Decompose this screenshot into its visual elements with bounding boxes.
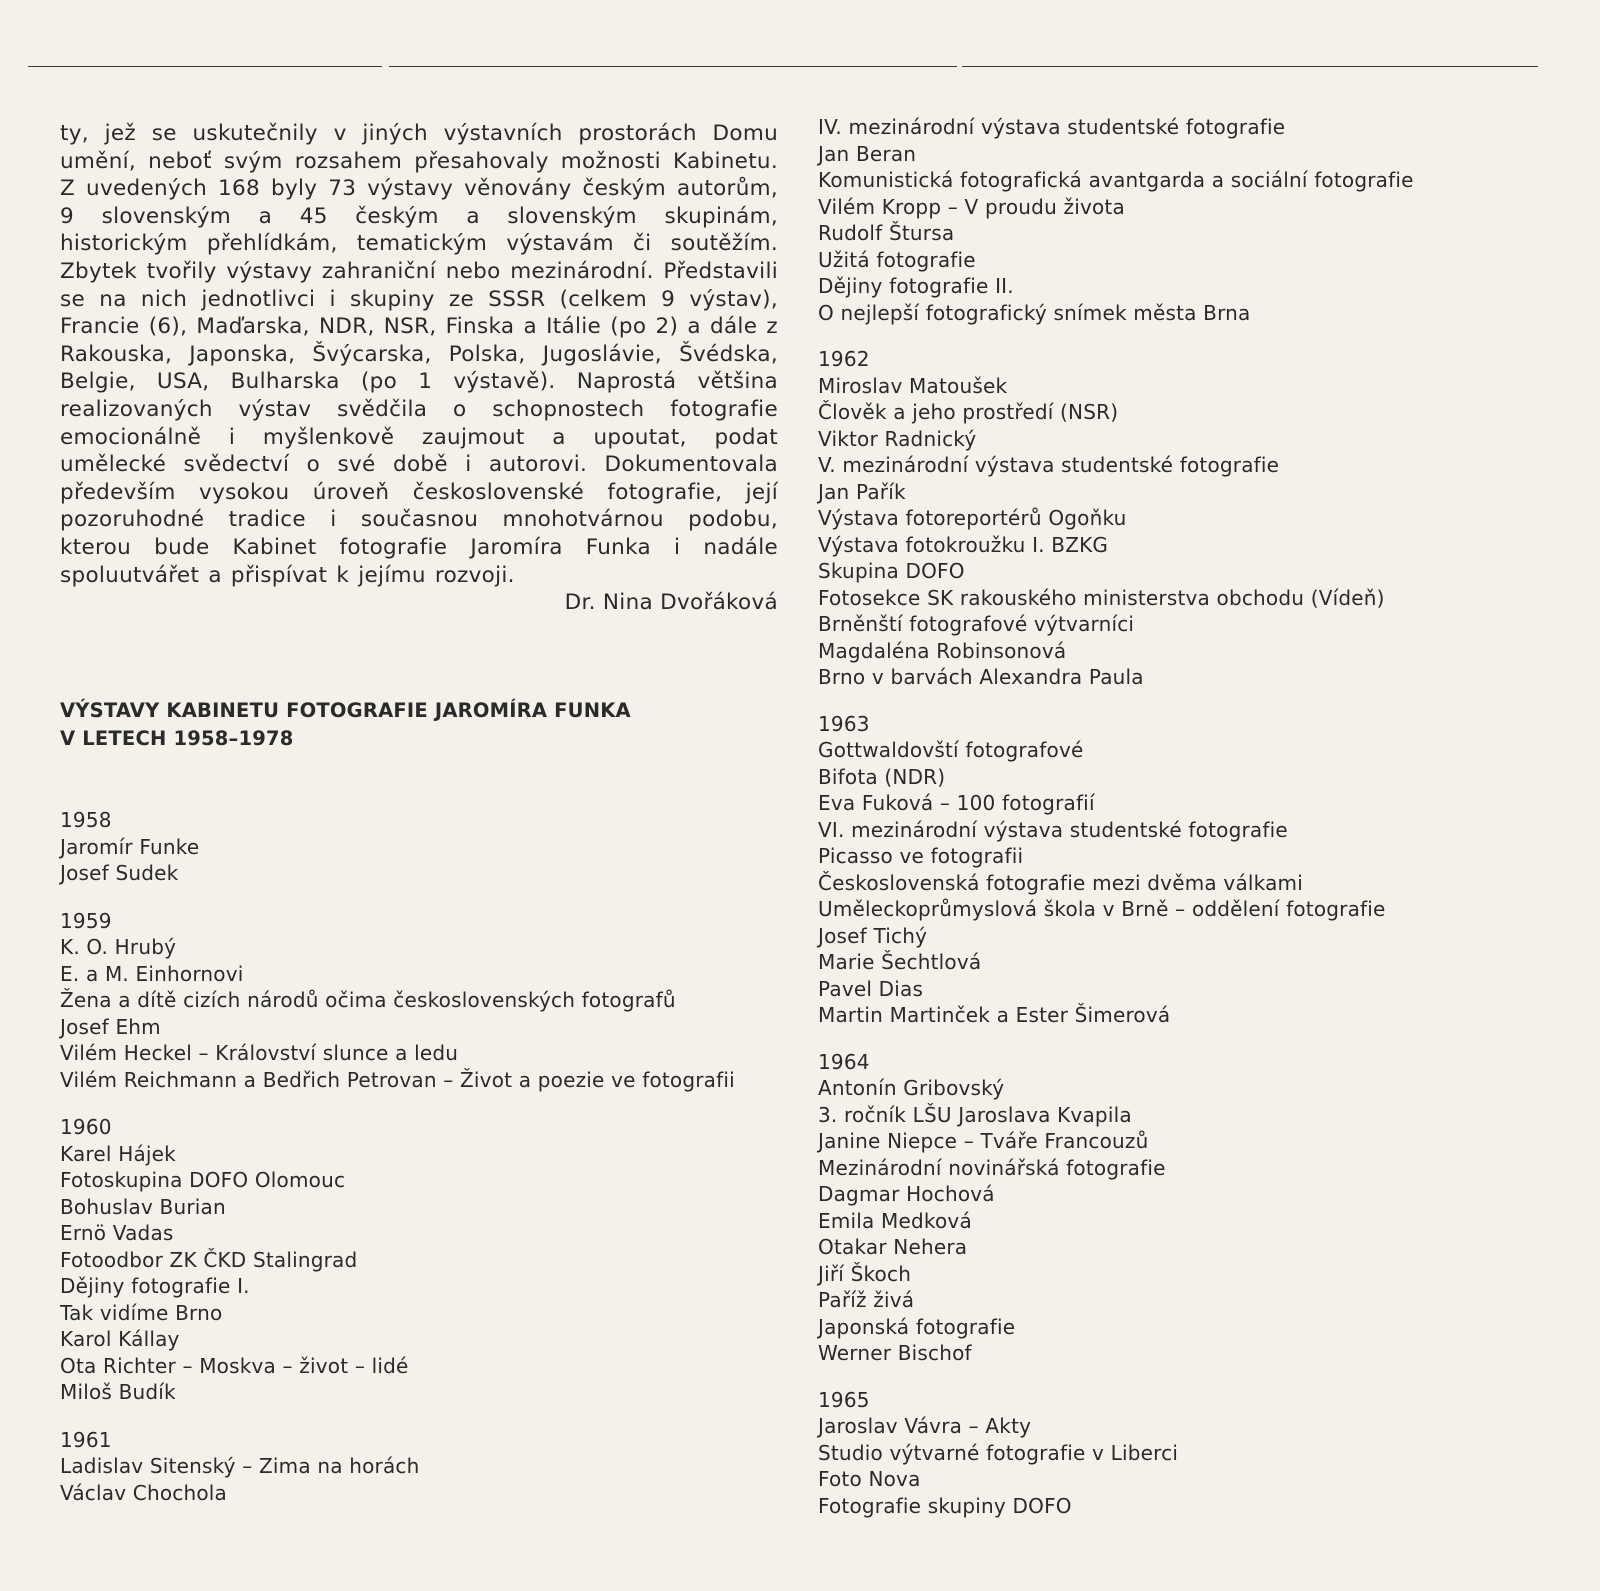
author-signature: Dr. Nina Dvořáková — [564, 590, 778, 616]
exhibition-entry: Magdaléna Robinsonová — [818, 638, 1067, 663]
exhibition-entry: Člověk a jeho prostředí (NSR) — [818, 400, 1119, 424]
left-column — [60, 120, 778, 1527]
exhibition-entry: E. a M. Einhornovi — [60, 961, 244, 986]
exhibition-list-right — [818, 346, 1558, 1519]
year-label: 1962 — [818, 347, 870, 371]
exhibition-entry: Pavel Dias — [818, 976, 924, 1001]
exhibition-entry: Paříž živá — [818, 1288, 915, 1312]
exhibition-entry: Jaromír Funke — [60, 834, 200, 859]
exhibition-entry: Marie Šechtlová — [818, 950, 982, 974]
exhibition-entry: Otakar Nehera — [818, 1235, 968, 1259]
year-block-1959 — [60, 908, 778, 1094]
year-label: 1959 — [60, 908, 112, 933]
exhibition-entry: 3. ročník LŠU Jaroslava Kvapila — [818, 1102, 1132, 1127]
exhibition-entry: Výstava fotokroužku I. BZKG — [818, 532, 1109, 557]
year-label: 1960 — [60, 1115, 112, 1140]
exhibition-entry: Rudolf Štursa — [818, 221, 955, 245]
top-rule-middle — [389, 66, 957, 67]
exhibition-entry: Antonín Gribovský — [818, 1076, 1005, 1100]
heading-line-2: V LETECH 1958–1978 — [60, 727, 294, 751]
intro-paragraph: ty, jež se uskutečnily v jiných výstavních prostorách Domu umění, neboť svým rozsahem přesahovaly možnosti Kabinetu. Z uvedených 168 byly 73 výstavy věnovány českým autorům, 9 slovenským a 45 českým a slovenským skupinám, historickým přehlídkám, tematickým výstavám či soutěžím. Zbytek tvořily výstavy zahraniční nebo mezinárodní. Představili se na nich jednotlivci i skupiny ze SSSR (celkem 9 výstav), Francie (6), Maďarska, NDR, NSR, Finska a Itálie (po 2) a dále z Rakouska, Japonska, Švýcarska, Polska, Jugoslávie, Švédska, Belgie, USA, Bulharska (po 1 výstavě). Naprostá většina realizovaných výstav svědčila o schopnostech fotografie emocionálně i myšlenkově zaujmout a upoutat, podat umělecké svědectví o své době i autorovi. Dokumentovala především vysokou úroveň československé fotografie, její pozoruhodné tradice i současnou mnohotvárnou podobu, kterou bude Kabinet fotografie Jaromíra Funka i nadále spoluutvářet a přispívat k jejímu rozvoji. — [60, 121, 778, 588]
exhibition-entry: Ernö Vadas — [60, 1221, 174, 1246]
exhibition-entry: Komunistická fotografická avantgarda a sociální fotografie — [818, 168, 1414, 192]
exhibition-entry: Dagmar Hochová — [818, 1182, 995, 1206]
right-column — [818, 114, 1558, 1539]
exhibition-entry: Skupina DOFO — [818, 559, 965, 583]
exhibition-entry: Dějiny fotografie I. — [60, 1274, 250, 1299]
exhibition-entry: Gottwaldovští fotografové — [818, 738, 1084, 762]
exhibition-entry: Karel Hájek — [60, 1141, 176, 1166]
exhibition-entry: Bohuslav Burian — [60, 1194, 226, 1219]
exhibition-entry: Žena a dítě cizích národů očima československých fotografů — [60, 988, 676, 1013]
top-rule-left — [28, 66, 382, 67]
exhibition-entry: Brno v barvách Alexandra Paula — [818, 665, 1144, 689]
year-label: 1958 — [60, 808, 112, 833]
exhibition-entry: Viktor Radnický — [818, 426, 977, 451]
exhibition-entry: Foto Nova — [818, 1467, 921, 1491]
exhibition-entry: Vilém Heckel – Království slunce a ledu — [60, 1041, 459, 1066]
exhibition-entry: Ladislav Sitenský – Zima na horách — [60, 1454, 420, 1479]
exhibition-entry: Brněnští fotografové výtvarníci — [818, 612, 1135, 636]
year-block-1960 — [60, 1114, 778, 1406]
exhibition-entry: Bifota (NDR) — [818, 764, 946, 789]
exhibition-entry: Miloš Budík — [60, 1380, 176, 1405]
exhibition-entry: Josef Sudek — [60, 861, 179, 886]
exhibition-entry: Japonská fotografie — [818, 1314, 1016, 1339]
exhibition-entry: Československá fotografie mezi dvěma válkami — [818, 870, 1303, 895]
exhibition-entry: Jan Beran — [818, 141, 917, 166]
exhibition-list-left — [60, 807, 778, 1506]
continued-1961-entries — [818, 114, 1558, 326]
exhibition-entry: O nejlepší fotografický snímek města Brna — [818, 300, 1251, 325]
exhibition-entry: Werner Bischof — [818, 1341, 972, 1365]
year-block-1958 — [60, 807, 778, 887]
exhibition-entry: Fotosekce SK rakouského ministerstva obchodu (Vídeň) — [818, 585, 1385, 610]
exhibition-entry: Karol Kállay — [60, 1327, 180, 1352]
year-block-1963 — [818, 711, 1558, 1029]
year-block-1965 — [818, 1387, 1558, 1520]
year-label: 1961 — [60, 1427, 112, 1452]
exhibition-entry: Fotoskupina DOFO Olomouc — [60, 1168, 346, 1193]
exhibition-entry: Výstava fotoreportérů Ogoňku — [818, 506, 1127, 530]
exhibition-entry: Eva Fuková – 100 fotografií — [818, 791, 1095, 815]
exhibition-entry: Janine Niepce – Tváře Francouzů — [818, 1129, 1149, 1153]
exhibition-entry: Dějiny fotografie II. — [818, 274, 1014, 298]
top-rule-right — [962, 66, 1538, 67]
exhibition-entry: Martin Martinček a Ester Šimerová — [818, 1003, 1171, 1027]
exhibition-entry: Vilém Reichmann a Bedřich Petrovan – Život a poezie ve fotografii — [60, 1067, 735, 1092]
exhibition-entry: Užitá fotografie — [818, 247, 976, 272]
year-label: 1965 — [818, 1387, 870, 1412]
exhibition-entry: V. mezinárodní výstava studentské fotografie — [818, 453, 1280, 477]
year-block-1962 — [818, 346, 1558, 691]
year-block-1961 — [60, 1427, 778, 1507]
exhibition-entry: Tak vidíme Brno — [60, 1300, 223, 1325]
exhibition-entry: Fotografie skupiny DOFO — [818, 1493, 1072, 1518]
year-label: 1963 — [818, 711, 870, 736]
exhibition-entry: Picasso ve fotografii — [818, 844, 1024, 868]
exhibition-entry: Josef Ehm — [60, 1014, 161, 1039]
exhibition-entry: Mezinárodní novinářská fotografie — [818, 1155, 1166, 1180]
exhibition-entry: Miroslav Matoušek — [818, 373, 1008, 398]
exhibition-entry: Uměleckoprůmyslová škola v Brně – oddělení fotografie — [818, 897, 1386, 921]
exhibition-entry: K. O. Hrubý — [60, 935, 177, 960]
exhibition-entry: Jiří Škoch — [818, 1261, 912, 1286]
exhibition-entry: Jaroslav Vávra – Akty — [818, 1414, 1032, 1438]
exhibition-entry: Ota Richter – Moskva – život – lidé — [60, 1353, 409, 1378]
exhibition-entry: Vilém Kropp – V proudu života — [818, 194, 1125, 219]
exhibition-entry: Václav Chochola — [60, 1480, 227, 1505]
exhibition-entry: Jan Pařík — [818, 479, 906, 504]
exhibition-entry: Emila Medková — [818, 1208, 972, 1233]
year-label: 1964 — [818, 1049, 870, 1074]
exhibition-entry: IV. mezinárodní výstava studentské fotografie — [818, 115, 1286, 139]
exhibition-entry: Josef Tichý — [818, 923, 928, 948]
heading-line-1: VÝSTAVY KABINETU FOTOGRAFIE JAROMÍRA FUNKA — [60, 699, 631, 723]
exhibition-entry: Fotoodbor ZK ČKD Stalingrad — [60, 1247, 358, 1272]
exhibition-entry: Studio výtvarné fotografie v Liberci — [818, 1440, 1179, 1465]
section-heading — [60, 697, 778, 753]
year-block-1964 — [818, 1049, 1558, 1367]
exhibition-entry: VI. mezinárodní výstava studentské fotografie — [818, 817, 1288, 842]
